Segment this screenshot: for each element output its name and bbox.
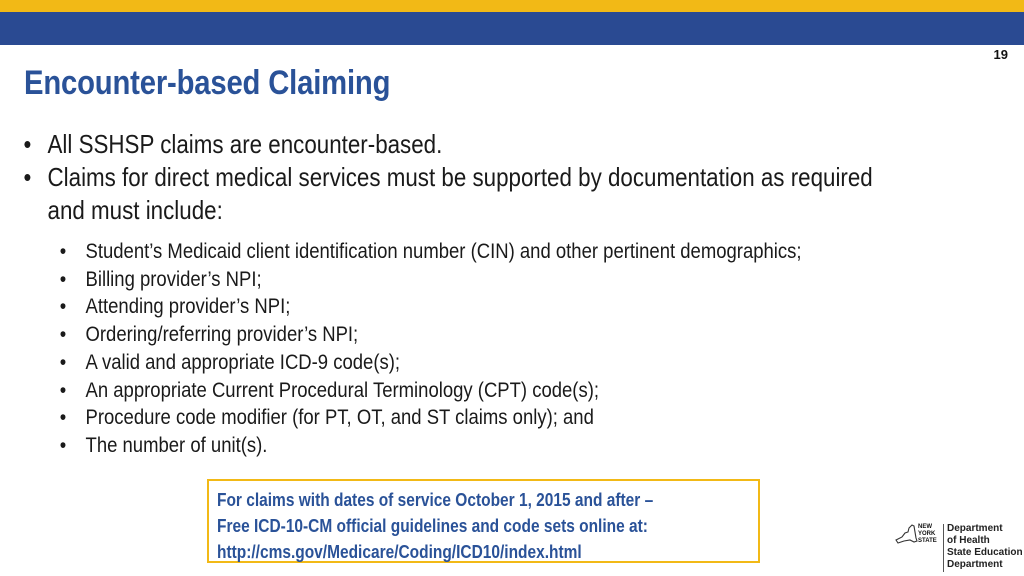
nys-word-new: NEW (918, 524, 932, 530)
page-title: Encounter-based Claiming (24, 64, 391, 102)
list-item: • An appropriate Current Procedural Terminology (CPT) code(s); (58, 377, 946, 405)
list-item: • Ordering/referring provider’s NPI; (58, 321, 946, 349)
list-item: • The number of unit(s). (58, 432, 946, 460)
notice-line-guidelines: Free ICD-10-CM official guidelines and code sets online at: (217, 516, 648, 536)
logo-divider (943, 524, 944, 572)
main-bullet-list (20, 128, 1020, 227)
page-number: 19 (993, 47, 1008, 62)
notice-line-dates: For claims with dates of service October 1, 2015 and after – (217, 490, 654, 510)
dept-health-line2: of Health (947, 535, 990, 546)
dept-education-line1: State Education (947, 547, 1023, 558)
new-york-state-map-icon (894, 524, 918, 546)
main-bullet-encounter: • All SSHSP claims are encounter-based. (20, 128, 908, 161)
list-item: • Attending provider’s NPI; (58, 293, 946, 321)
icd10-notice-box (207, 479, 760, 563)
dept-health-line1: Department (947, 523, 1003, 534)
list-item: • Billing provider’s NPI; (58, 266, 946, 294)
nys-word-state: STATE (918, 538, 937, 544)
dept-education-line2: Department (947, 559, 1003, 570)
nys-wordmark (918, 524, 937, 545)
list-item: • Procedure code modifier (for PT, OT, and ST claims only); and (58, 404, 946, 432)
nys-word-york: YORK (918, 531, 936, 537)
header-gold-bar (0, 0, 1024, 12)
department-names (947, 523, 1023, 571)
notice-link-url[interactable]: http://cms.gov/Medicare/Coding/ICD10/index.html (217, 542, 582, 562)
main-bullet-claims: • Claims for direct medical services must be supported by documentation as required and must include: (20, 161, 873, 227)
header-blue-bar (0, 12, 1024, 45)
nys-logo (894, 520, 1024, 574)
requirements-list (58, 238, 1018, 460)
list-item: • A valid and appropriate ICD-9 code(s); (58, 349, 946, 377)
list-item: • Student’s Medicaid client identification number (CIN) and other pertinent demographics; (58, 238, 946, 266)
